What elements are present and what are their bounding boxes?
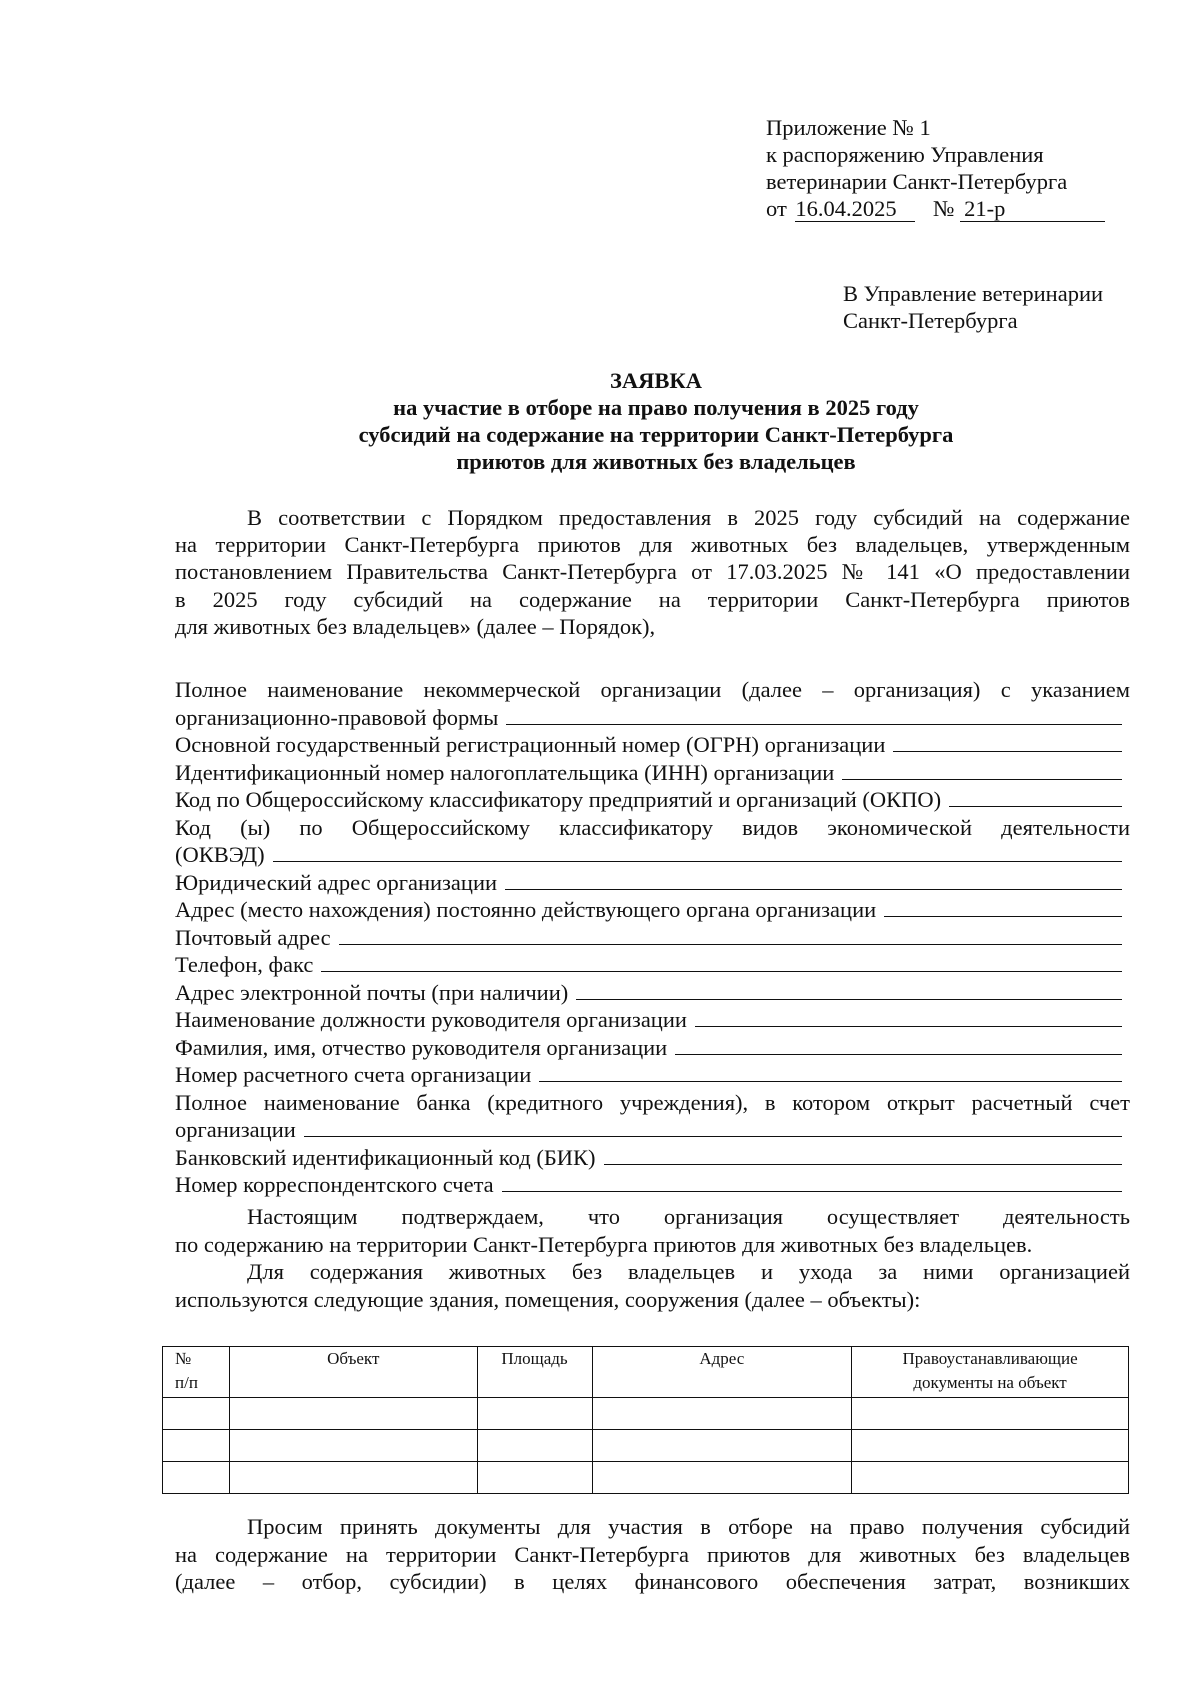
ogrn-input[interactable] (893, 733, 1122, 752)
table-cell[interactable] (852, 1462, 1129, 1494)
field-label: Адрес (место нахождения) постоянно действующего органа организации (175, 897, 877, 922)
table-header (163, 1347, 1129, 1398)
field-ogrn (175, 731, 1130, 759)
col-address: Адрес (592, 1347, 852, 1398)
table-cell[interactable] (592, 1462, 852, 1494)
intro-line: на территории Санкт-Петербурга приютов для животных без владельцев, утвержденным (175, 532, 1130, 558)
field-legal-address (175, 869, 1130, 897)
field-label: Идентификационный номер налогоплательщика (ИНН) организации (175, 759, 835, 785)
table-cell[interactable] (852, 1430, 1129, 1462)
location-input[interactable] (884, 898, 1122, 917)
field-bik (175, 1144, 1130, 1172)
field-corr (175, 1171, 1130, 1199)
table-row (163, 1430, 1129, 1462)
field-label: Почтовый адрес (175, 924, 331, 950)
table-cell[interactable] (229, 1398, 477, 1430)
field-okpo (175, 786, 1130, 814)
email-input[interactable] (576, 981, 1122, 1000)
org-name-input[interactable] (506, 706, 1122, 725)
field-email (175, 979, 1130, 1007)
appendix-number: 21-р (960, 197, 1105, 222)
confirm-line: используются следующие здания, помещения, сооружения (далее – объекты): (175, 1286, 921, 1312)
field-label: (ОКВЭД) (175, 842, 265, 867)
field-bank (175, 1116, 1130, 1144)
table-cell[interactable] (852, 1398, 1129, 1430)
field-label: Полное наименование некоммерческой организации (далее – организация) с указанием (175, 677, 1130, 702)
corr-input[interactable] (502, 1173, 1122, 1192)
field-label: Полное наименование банка (кредитного учреждения), в котором открыт расчетный счет (175, 1089, 1130, 1115)
field-account (175, 1061, 1130, 1089)
table-cell[interactable] (229, 1462, 477, 1494)
objects-table (162, 1346, 1129, 1494)
table-cell[interactable] (477, 1430, 592, 1462)
table-cell[interactable] (592, 1398, 852, 1430)
account-input[interactable] (539, 1063, 1122, 1082)
intro-line: В соответствии с Порядком предоставления в 2025 году субсидий на содержание (247, 505, 1130, 530)
appendix-line: к распоряжению Управления (766, 142, 1044, 167)
appendix-line: ветеринарии Санкт-Петербурга (766, 169, 1068, 194)
appendix-date-line (766, 195, 1105, 222)
col-object: Объект (229, 1347, 477, 1398)
intro-line: постановлением Правительства Санкт-Петербурга от 17.03.2025 № 141 «О предоставлении (175, 559, 1130, 585)
field-phone (175, 951, 1130, 979)
intro-line: в 2025 году субсидий на содержание на территории Санкт-Петербурга приютов (175, 586, 1130, 612)
field-label: Телефон, факс (175, 952, 314, 977)
confirm-line: Для содержания животных без владельцев и ухода за ними организацией (247, 1259, 1130, 1284)
col-area: Площадь (477, 1347, 592, 1398)
table-row (163, 1398, 1129, 1430)
number-prefix: № (933, 196, 955, 221)
addressee-line: Санкт-Петербурга (843, 308, 1018, 333)
table-row (163, 1462, 1129, 1494)
intro-paragraph (175, 504, 1130, 640)
field-org-name (175, 704, 1130, 732)
field-label: Наименование должности руководителя организации (175, 1007, 687, 1032)
request-line: (далее – отбор, субсидии) в целях финансового обеспечения затрат, возникших (175, 1569, 1130, 1594)
field-label: Номер расчетного счета организации (175, 1062, 532, 1087)
field-label: Код по Общероссийскому классификатору предприятий и организаций (ОКПО) (175, 787, 942, 812)
table-cell[interactable] (229, 1430, 477, 1462)
field-label: Номер корреспондентского счета (175, 1172, 494, 1197)
confirm-paragraph (175, 1203, 1130, 1313)
field-head-name (175, 1034, 1130, 1062)
postal-input[interactable] (339, 926, 1122, 945)
col-docs-line: документы на объект (913, 1373, 1067, 1392)
head-name-input[interactable] (675, 1036, 1122, 1055)
field-head-position (175, 1006, 1130, 1034)
date-prefix: от (766, 196, 787, 221)
form-fields (175, 676, 1130, 1199)
phone-input[interactable] (321, 953, 1122, 972)
table-cell[interactable] (163, 1462, 230, 1494)
field-label: Адрес электронной почты (при наличии) (175, 979, 569, 1005)
field-inn (175, 759, 1130, 787)
okved-input[interactable] (273, 843, 1122, 862)
title-line: ЗАЯВКА (610, 368, 702, 393)
col-number-line: п/п (175, 1373, 198, 1392)
confirm-line: Настоящим подтверждаем, что организация осуществляет деятельность (247, 1204, 1130, 1229)
appendix-line: Приложение № 1 (766, 115, 931, 140)
bank-input[interactable] (304, 1118, 1122, 1137)
field-label: Код (ы) по Общероссийскому классификатору видов экономической деятельности (175, 814, 1130, 840)
okpo-input[interactable] (949, 788, 1122, 807)
document-title (0, 367, 1200, 475)
title-line: субсидий на содержание на территории Санкт-Петербурга (358, 422, 954, 447)
field-label: Фамилия, имя, отчество руководителя организации (175, 1034, 668, 1060)
field-okved (175, 841, 1130, 869)
col-docs (852, 1347, 1129, 1398)
table-cell[interactable] (592, 1430, 852, 1462)
col-docs-line: Правоустанавливающие (902, 1349, 1078, 1368)
addressee (843, 280, 1103, 334)
intro-line: для животных без владельцев» (далее – Порядок), (175, 613, 656, 639)
confirm-line: по содержанию на территории Санкт-Петербурга приютов для животных без владельцев. (175, 1231, 1033, 1257)
title-line: на участие в отборе на право получения в 2025 году (393, 395, 919, 420)
addressee-line: В Управление ветеринарии (843, 281, 1104, 306)
field-location (175, 896, 1130, 924)
head-position-input[interactable] (695, 1008, 1122, 1027)
table-cell[interactable] (163, 1430, 230, 1462)
appendix-block (766, 114, 1105, 222)
field-label: Банковский идентификационный код (БИК) (175, 1144, 596, 1170)
legal-address-input[interactable] (505, 871, 1122, 890)
appendix-date: 16.04.2025 (795, 197, 915, 222)
col-number (163, 1347, 230, 1398)
table-cell[interactable] (477, 1398, 592, 1430)
request-line: на содержание на территории Санкт-Петербурга приютов для животных без владельцев (175, 1541, 1130, 1567)
field-label: Основной государственный регистрационный номер (ОГРН) организации (175, 732, 886, 757)
inn-input[interactable] (842, 761, 1122, 780)
col-number-line: № (175, 1349, 192, 1368)
request-paragraph (175, 1513, 1130, 1596)
field-label: организации (175, 1117, 296, 1142)
table-cell[interactable] (163, 1398, 230, 1430)
field-postal (175, 924, 1130, 952)
table-cell[interactable] (477, 1462, 592, 1494)
field-label: организационно-правовой формы (175, 704, 499, 730)
title-line: приютов для животных без владельцев (456, 449, 856, 474)
bik-input[interactable] (604, 1146, 1122, 1165)
request-line: Просим принять документы для участия в отборе на право получения субсидий (247, 1514, 1130, 1539)
field-label: Юридический адрес организации (175, 869, 498, 895)
